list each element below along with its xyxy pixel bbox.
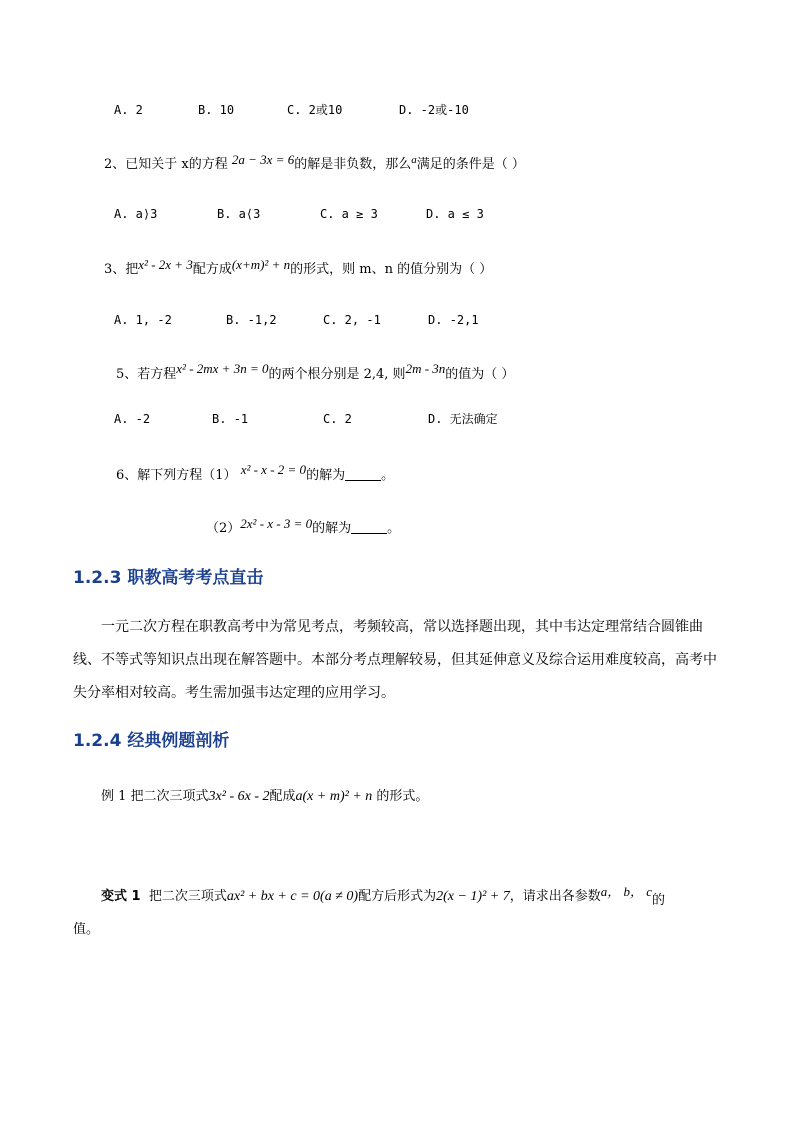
q2-stem [104,152,525,172]
q1-option-d: D. -2或-10 [399,103,469,117]
variant-1-text4: 的 [652,893,666,908]
q1-option-c: C. 2或10 [287,103,343,117]
q2-suffix: 满足的条件是（ ） [416,157,525,172]
q6-answer-label-2: 的解为 [312,521,352,536]
q6-answer-blank-2[interactable] [351,521,387,534]
example-1 [101,790,428,804]
q6-end-1: 。 [381,468,395,483]
q6-end-2: 。 [387,521,401,536]
q2-prefix: 2、已知关于 x的方程 [104,157,228,172]
q2-option-d: D. a ≤ 3 [426,207,484,221]
q6-answer-label-1: 的解为 [306,468,346,483]
q5-option-d: D. 无法确定 [428,412,498,426]
variant-1-text1: 把二次三项式 [148,889,227,904]
q1-option-a: A. 2 [114,103,143,117]
q5-expression: 2m - 3n [405,361,446,376]
q2-var: a [411,154,417,166]
q5-option-b: B. -1 [212,412,249,426]
q3-expression: x² - 2x + 3 [138,257,193,272]
variant-1-params: a， b， c [600,884,653,899]
q2-equation: 2a − 3x = 6 [231,152,295,167]
variant-1-text5: 值。 [73,922,100,937]
q5-equation: x² - 2mx + 3n = 0 [176,361,269,376]
q3-prefix: 3、把 [104,262,139,277]
q3-option-a: A. 1, -2 [114,313,172,327]
q5-stem [116,361,515,382]
q3-option-c: C. 2, -1 [323,313,381,327]
q5-prefix: 5、若方程 [116,367,177,382]
example-1-label: 例 1 把二次三项式 [101,789,209,804]
q6-part1 [116,462,395,483]
q5-suffix: 的值为（ ） [445,367,515,382]
q6-equation-2: 2x² - x - 3 = 0 [240,516,313,531]
q3-option-d: D. -2,1 [428,313,479,327]
q6-answer-blank-1[interactable] [345,468,381,481]
q6-part2-label: （2） [206,521,241,536]
variant-1-expression: ax² + bx + c = 0(a ≠ 0) [226,889,359,904]
q3-form: (x+m)² + n [231,257,291,272]
section-123-title: 1.2.3 职教高考考点直击 [73,568,264,588]
variant-1-form: 2(x − 1)² + 7 [436,889,510,904]
q3-stem [104,257,493,277]
q2-option-b: B. a⟨3 [217,207,261,221]
q1-option-b: B. 10 [198,103,235,117]
variant-1-label: 变式 1 [101,889,141,904]
q6-equation-1: x² - x - 2 = 0 [240,462,307,477]
variant-1 [101,884,666,908]
example-1-mid: 配成 [269,789,296,804]
q2-option-a: A. a⟩3 [114,207,158,221]
q3-mid1: 配方成 [192,262,232,277]
example-1-form: a(x + m)² + n [295,789,373,804]
example-1-suffix: 的形式。 [376,789,429,804]
variant-1-text3: ，请求出各参数 [509,889,601,904]
example-1-expression: 3x² - 6x - 2 [208,789,270,804]
q3-option-b: B. -1,2 [226,313,277,327]
variant-1-text2: 配方后形式为 [358,889,437,904]
q5-option-a: A. -2 [114,412,151,426]
section-123-paragraph: 一元二次方程在职教高考中为常见考点，考频较高，常以选择题出现，其中韦达定理常结合圆锥曲线、不等式等知识点出现在解答题中。本部分考点理解较易，但其延伸意义及综合运用难度较高，高考中失分率相对较高。考生需加强韦达定理的应用学习。 [73,619,717,701]
q2-option-c: C. a ≥ 3 [320,207,378,221]
q5-option-c: C. 2 [323,412,352,426]
q2-mid: 的解是非负数，那么 [294,157,412,172]
q6-part2 [206,516,401,536]
q6-prefix: 6、解下列方程（1） [116,468,237,483]
q5-mid: 的两个根分别是 2,4, 则 [268,367,406,382]
q3-mid2: 的形式，则 m、n 的值分别为（ ） [290,262,493,277]
section-124-title: 1.2.4 经典例题剖析 [73,731,230,751]
